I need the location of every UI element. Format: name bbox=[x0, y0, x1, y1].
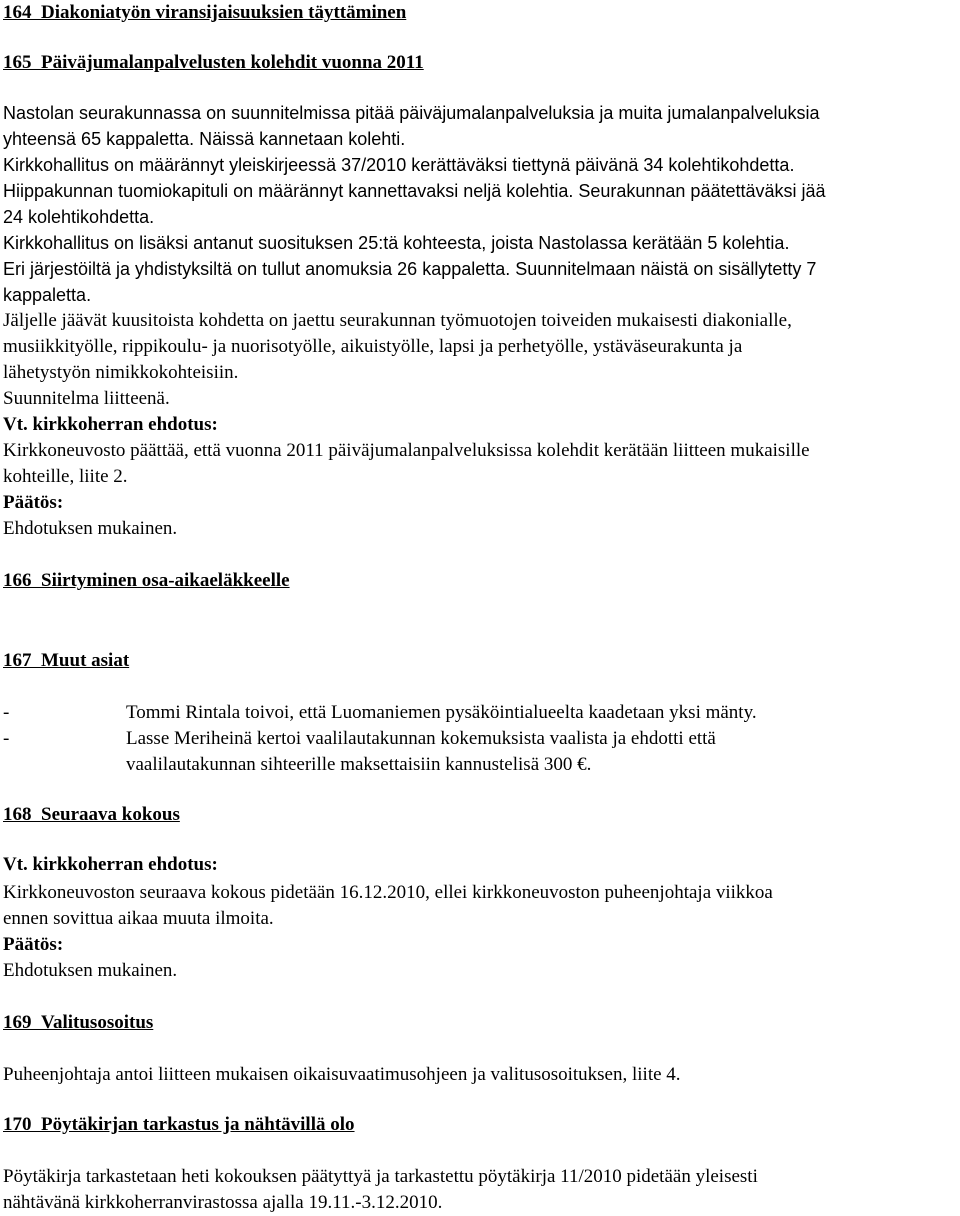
proposal-line: ennen sovittua aikaa muuta ilmoita. bbox=[3, 908, 274, 929]
list-item bbox=[3, 700, 958, 726]
paragraph-line: yhteensä 65 kappaletta. Näissä kannetaan kolehti. bbox=[3, 129, 406, 149]
section-165-heading bbox=[3, 50, 424, 76]
section-167-heading bbox=[3, 648, 129, 674]
paragraph-line: Pöytäkirja tarkastetaan heti kokouksen päätyttyä ja tarkastettu pöytäkirja 11/2010 pidetään yleisesti bbox=[3, 1166, 758, 1187]
decision-text: Ehdotuksen mukainen. bbox=[3, 518, 178, 539]
decision-label: Päätös: bbox=[3, 492, 64, 513]
body-line: Jäljelle jäävät kuusitoista kohdetta on jaettu seurakunnan työmuotojen toiveiden mukaisesti diakonialle, bbox=[3, 310, 792, 331]
paragraph-line: kappaletta. bbox=[3, 285, 92, 305]
section-title: Siirtyminen osa-aikaeläkkeelle bbox=[41, 570, 290, 591]
section-170-heading bbox=[3, 1112, 355, 1138]
proposal-line: Kirkkoneuvoston seuraava kokous pidetään 16.12.2010, ellei kirkkoneuvoston puheenjohtaja viikkoa bbox=[3, 882, 773, 903]
list-item-text: Lasse Meriheinä kertoi vaalilautakunnan kokemuksista vaalista ja ehdotti että bbox=[126, 728, 716, 749]
section-number: 169 bbox=[3, 1012, 32, 1033]
paragraph-line: Puheenjohtaja antoi liitteen mukaisen oikaisuvaatimusohjeen ja valitusosoituksen, liite 4. bbox=[3, 1064, 681, 1085]
list-item-text: Tommi Rintala toivoi, että Luomaniemen pysäköintialueelta kaadetaan yksi mänty. bbox=[126, 702, 757, 723]
section-number: 166 bbox=[3, 570, 32, 591]
section-title: Päiväjumalanpalvelusten kolehdit vuonna 2011 bbox=[41, 52, 424, 73]
section-title: Pöytäkirjan tarkastus ja nähtävillä olo bbox=[41, 1114, 355, 1135]
section-title: Valitusosoitus bbox=[41, 1012, 154, 1033]
paragraph-line: nähtävänä kirkkoherranvirastossa ajalla 19.11.-3.12.2010. bbox=[3, 1192, 443, 1213]
section-number: 168 bbox=[3, 804, 32, 825]
list-dash: - bbox=[3, 702, 10, 723]
section-number: 167 bbox=[3, 650, 32, 671]
section-169-heading bbox=[3, 1010, 153, 1036]
list-dash: - bbox=[3, 728, 10, 749]
section-number: 165 bbox=[3, 52, 32, 73]
paragraph-line: Eri järjestöiltä ja yhdistyksiltä on tullut anomuksia 26 kappaletta. Suunnitelmaan näistä on sisällytetty 7 bbox=[3, 259, 817, 279]
list-item-text: vaalilautakunnan sihteerille maksettaisiin kannustelisä 300 €. bbox=[126, 754, 592, 775]
proposal-label: Vt. kirkkoherran ehdotus: bbox=[3, 854, 218, 875]
paragraph-line: 24 kolehtikohdetta. bbox=[3, 207, 155, 227]
paragraph-line: Hiippakunnan tuomiokapituli on määrännyt kannettavaksi neljä kolehtia. Seurakunnan päätettäväksi jää bbox=[3, 181, 826, 201]
decision-label: Päätös: bbox=[3, 934, 64, 955]
section-166-heading bbox=[3, 568, 290, 594]
section-number: 164 bbox=[3, 2, 32, 23]
section-title: Muut asiat bbox=[41, 650, 130, 671]
paragraph-line: Kirkkohallitus on lisäksi antanut suosituksen 25:tä kohteesta, joista Nastolassa kerätään 5 kolehtia. bbox=[3, 233, 790, 253]
body-line: lähetystyön nimikkokohteisiin. bbox=[3, 362, 239, 383]
section-164-heading bbox=[3, 0, 406, 26]
section-number: 170 bbox=[3, 1114, 32, 1135]
proposal-line: Kirkkoneuvosto päättää, että vuonna 2011 päiväjumalanpalveluksissa kolehdit kerätään liitteen mukaisille bbox=[3, 440, 810, 461]
section-title: Diakoniatyön viransijaisuuksien täyttäminen bbox=[41, 2, 407, 23]
paragraph-line: Nastolan seurakunnassa on suunnitelmissa pitää päiväjumalanpalveluksia ja muita jumalanpalveluksia bbox=[3, 103, 820, 123]
section-title: Seuraava kokous bbox=[41, 804, 180, 825]
proposal-line: kohteille, liite 2. bbox=[3, 466, 128, 487]
paragraph-line: Kirkkohallitus on määrännyt yleiskirjeessä 37/2010 kerättäväksi tiettynä päivänä 34 kolehtikohdetta. bbox=[3, 155, 795, 175]
decision-text: Ehdotuksen mukainen. bbox=[3, 960, 178, 981]
list-item bbox=[3, 726, 958, 778]
proposal-label: Vt. kirkkoherran ehdotus: bbox=[3, 414, 218, 435]
section-168-heading bbox=[3, 802, 180, 828]
body-line: Suunnitelma liitteenä. bbox=[3, 388, 170, 409]
body-line: musiikkityölle, rippikoulu- ja nuorisotyölle, aikuistyölle, lapsi ja perhetyölle, ystäväseurakunta ja bbox=[3, 336, 743, 357]
